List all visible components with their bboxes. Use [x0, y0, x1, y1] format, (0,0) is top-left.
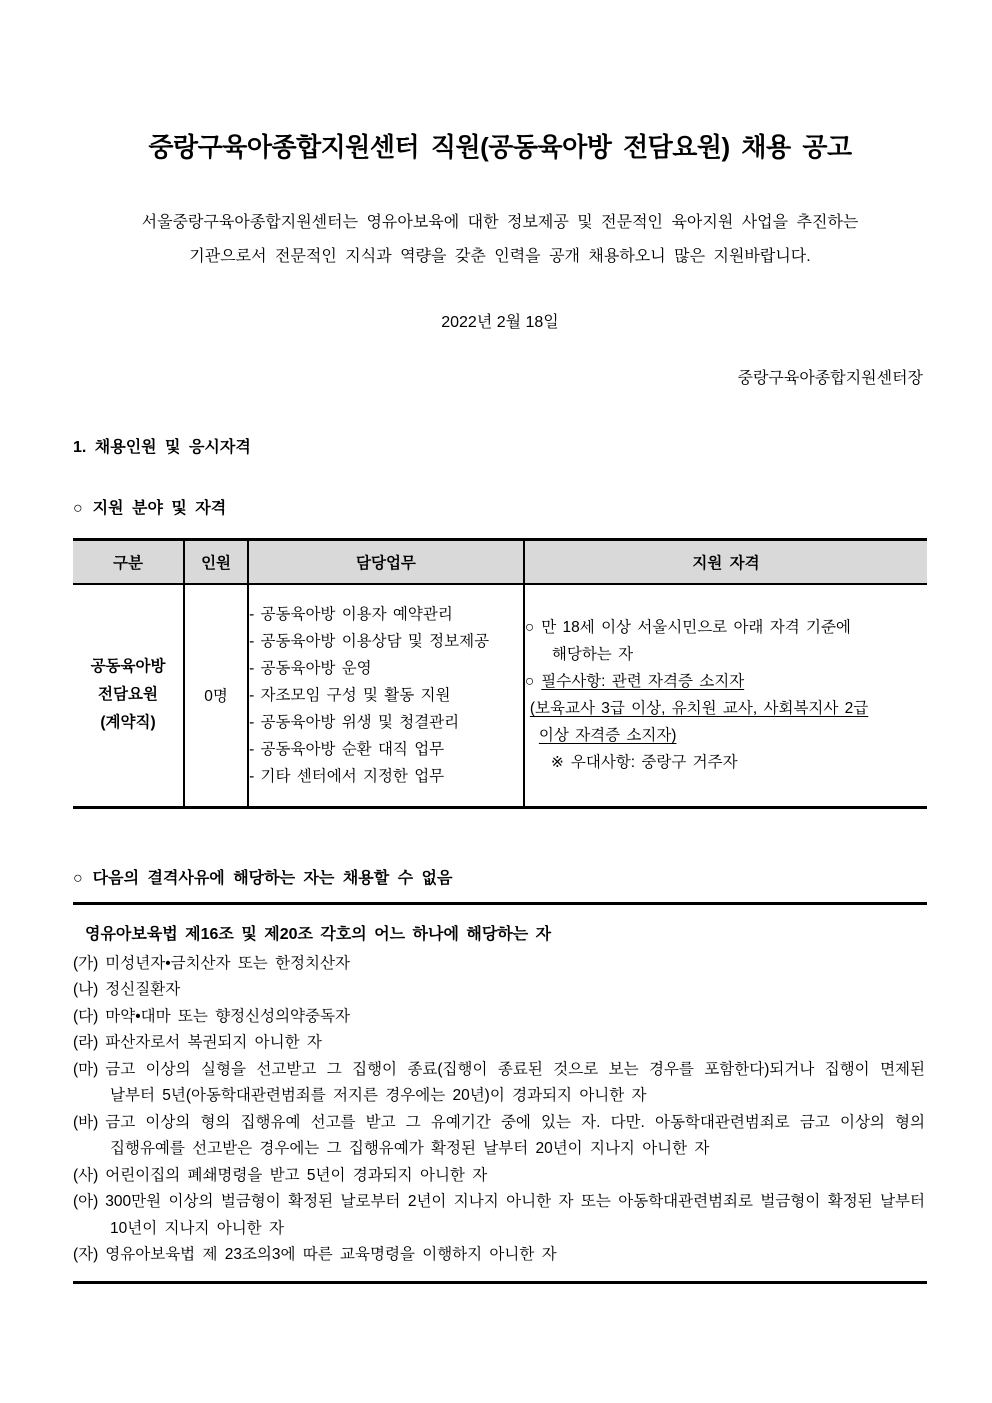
list-item: [73, 1189, 927, 1242]
item-text: 금고 이상의 형의 집행유예 선고를 받고 그 유예기간 중에 있는 자. 다만. 아동학대관련범죄로 금고 이상의 형의 집행유예를 선고받은 경우에는 그 집행유예가 확정된 날부터 20년이 지나지 아니한 자: [105, 1113, 925, 1157]
item-label: (나): [73, 981, 99, 998]
circle-bullet-icon: ○: [524, 673, 535, 690]
qualification-text: 우대사항: 중랑구 거주자: [570, 754, 738, 771]
duty-item: - 공동육아방 운영: [249, 659, 372, 677]
item-text: 미성년자•금치산자 또는 한정치산자: [105, 954, 350, 972]
law-intro: 영유아보육법 제16조 및 제20조 각호의 어느 하나에 해당하는 자: [85, 925, 552, 943]
duty-item: - 공동육아방 위생 및 청결관리: [249, 713, 460, 731]
item-text: 영유아보육법 제 23조의3에 따른 교육명령을 이행하지 아니한 자: [105, 1246, 557, 1263]
intro-paragraph: [73, 206, 927, 274]
col-header-qualification: 지원 자격: [524, 540, 927, 584]
horizontal-rule-top: [73, 902, 927, 905]
item-text: 파산자로서 복권되지 아니한 자: [105, 1034, 322, 1051]
duty-item: - 공동육아방 이용자 예약관리: [249, 605, 453, 623]
section-heading-disqualification: [73, 865, 927, 888]
horizontal-rule-bottom: [73, 1281, 927, 1284]
list-item: [73, 1057, 927, 1110]
item-label: (아): [73, 1193, 99, 1210]
list-item: [73, 1030, 927, 1057]
qualification-line: [539, 722, 927, 749]
qualification-text-underlined: 이상 자격증 소지자): [538, 727, 677, 744]
qualification-text: 만 18세 이상 서울시민으로 아래 자격 기준에: [541, 619, 851, 636]
reference-mark-icon: ※: [550, 754, 564, 771]
col-header-duties: 담당업무: [248, 540, 524, 584]
section-heading-recruitment: 1. 채용인원 및 응시자격: [73, 439, 251, 456]
qualification-line: [552, 641, 927, 668]
item-label: (다): [73, 1007, 99, 1025]
cell-headcount: 0명: [184, 584, 248, 808]
qualification-line: [525, 614, 927, 641]
table-header-row: [73, 540, 927, 584]
doc-title: 중랑구육아종합지원센터 직원(공동육아방 전담요원) 채용 공고: [148, 132, 852, 162]
list-item: [73, 1110, 927, 1163]
category-line: (계약직): [100, 714, 156, 731]
cell-qualification: [524, 584, 927, 808]
item-text: 금고 이상의 실형을 선고받고 그 집행이 종료(집행이 종료된 것으로 보는 경우를 포함한다)되거나 집행이 면제된 날부터 5년(아동학대관련범죄를 저지른 경우에는 20년)이 경과되지 아니한 자: [105, 1060, 925, 1104]
item-text: 어린이집의 폐쇄명령을 받고 5년이 경과되지 아니한 자: [105, 1166, 488, 1184]
item-label: (자): [73, 1246, 99, 1263]
item-label: (라): [73, 1034, 99, 1051]
circle-bullet-icon: ○: [73, 500, 83, 517]
subsection-heading-text: 지원 분야 및 자격: [92, 500, 227, 517]
intro-line-1: 서울중랑구육아종합지원센터는 영유아보육에 대한 정보제공 및 전문적인 육아지원 사업을 추진하는: [141, 214, 859, 231]
list-item: [73, 1242, 927, 1269]
list-item: [73, 1004, 927, 1031]
intro-line-2: 기관으로서 전문적인 지식과 역량을 갖춘 인력을 공개 채용하오니 많은 지원바랍니다.: [189, 248, 811, 265]
duty-item: - 자조모임 구성 및 활동 지원: [249, 686, 451, 704]
circle-bullet-icon: ○: [73, 869, 83, 887]
list-item: [73, 977, 927, 1004]
cell-duties: [248, 584, 524, 808]
list-item: [73, 951, 927, 978]
col-header-headcount: 인원: [184, 540, 248, 584]
category-line: 전담요원: [98, 686, 158, 703]
duty-item: - 공동육아방 순환 대직 업무: [249, 740, 445, 758]
disqualification-list: [73, 951, 927, 1269]
item-label: (사): [73, 1166, 99, 1184]
qualification-line: [551, 749, 927, 776]
duty-item: - 공동육아방 이용상담 및 정보제공: [249, 632, 490, 650]
disqualification-heading-text: 다음의 결격사유에 해당하는 자는 채용할 수 없음: [92, 869, 453, 887]
item-text: 300만원 이상의 벌금형이 확정된 날로부터 2년이 지나지 아니한 자 또는 아동학대관련범죄로 벌금형이 확정된 날부터 10년이 지나지 아니한 자: [105, 1193, 925, 1237]
qualification-line: [525, 668, 927, 695]
doc-date: 2022년 2월 18일: [441, 314, 559, 331]
subsection-heading-position: [73, 495, 927, 518]
col-header-category: 구분: [73, 540, 184, 584]
duty-item: - 기타 센터에서 지정한 업무: [249, 767, 445, 785]
category-line: 공동육아방: [90, 658, 166, 675]
item-label: (마): [73, 1060, 99, 1078]
qualification-line: [530, 695, 927, 722]
item-label: (가): [73, 954, 99, 972]
doc-signer: 중랑구육아종합지원센터장: [737, 370, 923, 387]
circle-bullet-icon: ○: [524, 619, 535, 636]
qualification-text-underlined: (보육교사 3급 이상, 유치원 교사, 사회복지사 2급: [529, 700, 869, 717]
table-row: [73, 584, 927, 808]
qualification-text: 해당하는 자: [551, 646, 634, 663]
item-label: (바): [73, 1113, 99, 1131]
cell-category: [73, 584, 184, 808]
item-text: 마약•대마 또는 향정신성의약중독자: [105, 1007, 350, 1025]
qualification-text-underlined: 필수사항: 관련 자격증 소지자: [541, 673, 745, 690]
recruit-table: [73, 538, 927, 809]
item-text: 정신질환자: [105, 981, 181, 998]
list-item: [73, 1163, 927, 1190]
